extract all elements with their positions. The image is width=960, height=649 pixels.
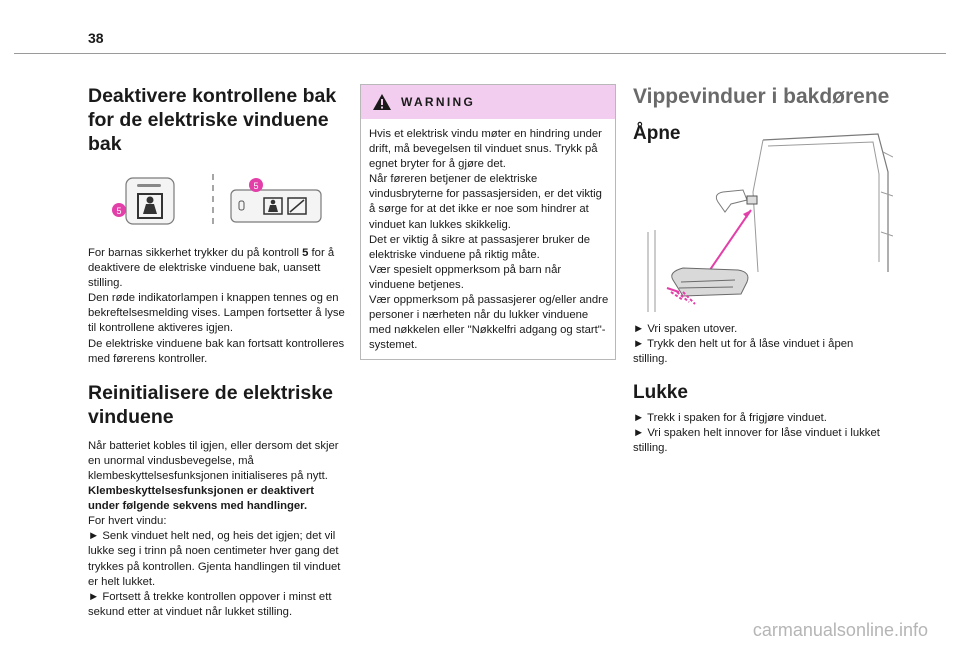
warning-title: WARNING: [401, 95, 476, 109]
text-run: for å deaktivere de elektriske vinduene bak, uansett stilling.: [88, 247, 335, 290]
heading-open: Åpne: [633, 123, 681, 144]
callout-5-left: 5: [116, 206, 122, 216]
paragraph-indicator: Den røde indikatorlampen i knappen tennes og en bekreftelsesmelding vises. Lampen fortsetter å lyse til kontrollene aktiveres igjen.: [88, 292, 345, 335]
control-number: 5: [302, 247, 309, 259]
warning-line: Når føreren betjener de elektriske vindusbryterne for passasjersiden, er det viktig å sørge for at det ikke er noe som hindrer at vinduet kan lukkes skikkelig.: [369, 173, 602, 231]
paragraph-reinit-intro: Når batteriet kobles til igjen, eller dersom det skjer en unormal vindusbevegelse, må klembeskyttelsesfunksjonen initialiseres på nytt.: [88, 439, 339, 482]
warning-line: Det er viktig å sikre at passasjerer bruker de elektriske vinduene på riktig måte.: [369, 233, 591, 261]
close-step-1: ► Trekk i spaken for å frigjøre vinduet.: [633, 412, 827, 425]
warning-line: Vær oppmerksom på passasjerer og/eller andre personer i nærheten når du lukker vinduene med nøkkelen eller "Nøkkelfri adgang og start"-systemet.: [369, 294, 609, 352]
warning-triangle-icon: [372, 93, 392, 111]
paragraph-reinit-bold: Klembeskyttelsesfunksjonen er deaktivert under følgende sekvens med handlinger.: [88, 485, 315, 513]
control-buttons-illustration: [88, 170, 346, 232]
paragraph-deactivate: [88, 246, 346, 291]
header-rule: [14, 53, 946, 54]
warning-text: [369, 127, 609, 353]
warning-line: Hvis et elektrisk vindu møter en hindring under drift, må bevegelsen til vinduet snus. Trykk på egnet bryter for å gjøre det.: [369, 128, 602, 171]
warning-column: [360, 84, 616, 360]
step-lower-raise: ► Senk vinduet helt ned, og heis det igjen; det vil lukke seg i trinn på noen centimeter hver gang det trykkes på kontrollen. Gjenta handlingen til vinduet er helt lukket.: [88, 530, 341, 588]
vent-window-illustration: [643, 132, 893, 312]
open-step-1: ► Vri spaken utover.: [633, 323, 738, 335]
callout-5-right: 5: [253, 181, 259, 191]
warning-box: [360, 84, 616, 360]
section-title-rear-windows: Vippevinduer i bakdørene: [633, 85, 890, 108]
heading-close: Lukke: [633, 382, 688, 404]
page-number: 38: [88, 30, 104, 46]
text-run: For barnas sikkerhet trykker du på kontroll: [88, 247, 303, 259]
section-heading-deactivate: Deaktivere kontrollene bak for de elektriske vinduene bak: [88, 85, 337, 155]
open-instructions: [633, 322, 883, 457]
section-heading-reinit: Reinitialisere de elektriske vinduene: [88, 381, 333, 428]
step-hold-up: ► Fortsett å trekke kontrollen oppover i minst ett sekund etter at vinduet når lukket stilling.: [88, 590, 332, 618]
right-column: [633, 84, 893, 455]
footer-watermark: carmanualsonline.info: [752, 620, 928, 640]
paragraph-per-window: For hvert vindu:: [88, 515, 167, 528]
warning-header: [361, 85, 615, 119]
paragraph-driver-controls: De elektriske vinduene bak kan fortsatt kontrolleres med førerens kontroller.: [88, 337, 345, 365]
rear-window-lock-icon: [88, 170, 346, 232]
close-step-2: ► Vri spaken helt innover for låse vinduet i lukket stilling.: [633, 427, 880, 455]
left-column: [88, 84, 346, 620]
warning-line: Vær spesielt oppmerksom på barn når vinduene betjenes.: [369, 263, 562, 291]
open-step-2: ► Trykk den helt ut for å låse vinduet i åpen stilling.: [633, 338, 854, 366]
